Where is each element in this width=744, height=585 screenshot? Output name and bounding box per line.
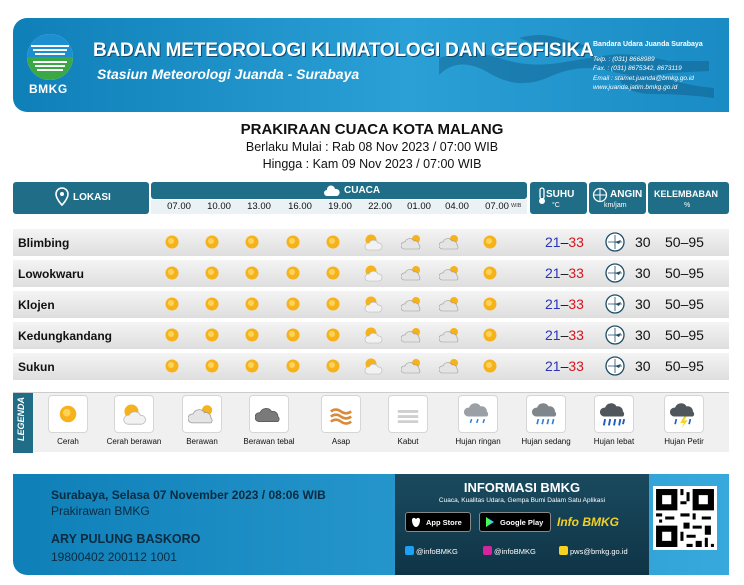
sunny-icon [201, 356, 223, 376]
app-store-badge[interactable] [405, 512, 471, 532]
cloudy-icon [439, 232, 461, 252]
sunny-icon [201, 325, 223, 345]
wind-speed: 30 [635, 296, 651, 312]
cloudy-icon [439, 356, 461, 376]
legend-item [649, 395, 719, 446]
legend-item [33, 395, 103, 446]
legend-item [443, 395, 513, 446]
wind-label: ANGIN [610, 189, 643, 200]
time-slot: 10.00 [207, 201, 231, 212]
valid-from: Berlaku Mulai : Rab 08 Nov 2023 / 07:00 WIB [245, 140, 499, 154]
contact-title: Bandara Udara Juanda Surabaya [593, 41, 703, 48]
legend [13, 392, 729, 452]
qr-code[interactable] [653, 486, 717, 550]
time-slot: 07.00 [485, 201, 509, 212]
wind-speed: 30 [635, 358, 651, 374]
contact-info [593, 40, 729, 93]
google-play-badge[interactable] [479, 512, 551, 532]
table-row [13, 291, 729, 318]
sunny-icon [241, 263, 263, 283]
moderate-rain-icon [532, 401, 560, 427]
sunny-icon [282, 294, 304, 314]
humidity-unit: % [684, 202, 691, 209]
temperature-label: SUHU [546, 189, 575, 200]
sunny-icon [322, 325, 344, 345]
humidity-value: 50–95 [665, 234, 704, 250]
temp-max: 33 [568, 296, 584, 312]
info-panel [395, 474, 649, 575]
temperature-header [530, 182, 587, 214]
legend-item [234, 395, 304, 446]
legend-icon-box [526, 395, 566, 433]
legend-item [373, 395, 443, 446]
forecaster-name: ARY PULUNG BASKORO [51, 532, 201, 546]
wind-icon [592, 187, 608, 203]
temp-min: 21 [545, 234, 561, 250]
humidity-value: 50–95 [665, 327, 704, 343]
legend-icon-box [114, 395, 154, 433]
legend-label: Kabut [397, 437, 419, 446]
app-store-label: App Store [426, 518, 462, 527]
footer [13, 474, 729, 575]
location-name: Klojen [18, 298, 55, 312]
time-row [151, 200, 527, 214]
sunny-icon [479, 232, 501, 252]
app-name: Info BMKG [557, 515, 619, 529]
sunny-icon [161, 325, 183, 345]
partly-cloudy-icon [120, 401, 148, 427]
legend-icon-box [594, 395, 634, 433]
partly-cloudy-icon [362, 325, 384, 345]
twitter-handle[interactable]: @infoBMKG [405, 546, 458, 556]
sunny-icon [322, 356, 344, 376]
legend-label: Cerah [57, 437, 79, 446]
time-slot: 01.00 [407, 201, 431, 212]
cloudy-icon [401, 294, 423, 314]
weather-header [151, 182, 527, 199]
temperature-range: 21–33 [545, 234, 584, 250]
humidity-value: 50–95 [665, 265, 704, 281]
legend-label: Cerah berawan [106, 437, 162, 446]
temp-min: 21 [545, 358, 561, 374]
instagram-icon [483, 546, 492, 555]
smoke-icon [327, 401, 355, 427]
cloud-icon [323, 185, 341, 197]
logo-text: BMKG [29, 82, 68, 96]
sunny-icon [201, 263, 223, 283]
heavy-rain-icon [600, 401, 628, 427]
cloudy-icon [401, 263, 423, 283]
header-banner [13, 18, 729, 112]
wind-direction-icon [605, 356, 625, 376]
cloudy-icon [439, 294, 461, 314]
wind-speed: 30 [635, 265, 651, 281]
fog-icon [394, 401, 422, 427]
temp-min: 21 [545, 327, 561, 343]
legend-icon-box [48, 395, 88, 433]
station-name: Stasiun Meteorologi Juanda - Surabaya [97, 66, 360, 82]
location-name: Sukun [18, 360, 55, 374]
cloudy-icon [188, 401, 216, 427]
legend-icon-box [249, 395, 289, 433]
legend-item [167, 395, 237, 446]
legend-icon-box [321, 395, 361, 433]
wind-speed: 30 [635, 327, 651, 343]
bmkg-logo [27, 34, 73, 80]
cloudy-icon [401, 232, 423, 252]
location-label: LOKASI [73, 192, 111, 203]
legend-item [511, 395, 581, 446]
legend-label: Hujan Petir [664, 437, 704, 446]
contact-email[interactable]: Email : stamet.juanda@bmkg.go.id [593, 74, 694, 82]
legend-tab [13, 393, 33, 453]
contact-fax: Fax. : (031) 8675342, 8673119 [593, 65, 682, 72]
location-header [13, 182, 149, 214]
cloudy-icon [439, 263, 461, 283]
google-play-label: Google Play [500, 518, 544, 527]
apple-icon [411, 516, 421, 528]
humidity-header [648, 182, 729, 214]
sunny-icon [322, 294, 344, 314]
sunny-icon [479, 263, 501, 283]
partly-cloudy-icon [362, 294, 384, 314]
contact-website[interactable]: www.juanda.jatim.bmkg.go.id [593, 84, 678, 91]
temp-min: 21 [545, 296, 561, 312]
legend-item [579, 395, 649, 446]
legend-label: Asap [331, 437, 351, 446]
wind-header [589, 182, 646, 214]
cloudy-icon [401, 325, 423, 345]
time-slot: 13.00 [247, 201, 271, 212]
partly-cloudy-icon [362, 232, 384, 252]
legend-label: Hujan lebat [593, 437, 635, 446]
sunny-icon [161, 263, 183, 283]
wind-direction-icon [605, 263, 625, 283]
temperature-range: 21–33 [545, 327, 584, 343]
time-slot: 22.00 [368, 201, 392, 212]
legend-title: LEGENDA [16, 396, 26, 441]
sunny-icon [161, 294, 183, 314]
temperature-range: 21–33 [545, 296, 584, 312]
wind-unit: km/jam [604, 202, 627, 209]
sunny-icon [241, 356, 263, 376]
email-icon [559, 546, 568, 555]
sunny-icon [479, 325, 501, 345]
sunny-icon [241, 294, 263, 314]
legend-label: Berawan tebal [243, 437, 295, 446]
temperature-range: 21–33 [545, 358, 584, 374]
sunny-icon [322, 263, 344, 283]
humidity-label: KELEMBABAN [654, 189, 718, 199]
wind-speed: 30 [635, 234, 651, 250]
sunny-icon [201, 232, 223, 252]
location-name: Blimbing [18, 236, 70, 250]
time-slot: 04.00 [445, 201, 469, 212]
temp-max: 33 [568, 234, 584, 250]
forecaster-nip: 19800402 200112 1001 [51, 550, 177, 564]
legend-icon-box [664, 395, 704, 433]
sunny-icon [161, 356, 183, 376]
google-play-icon [485, 516, 495, 528]
sunny-icon [161, 232, 183, 252]
contact-phone: Telp. : (031) 8668989 [593, 55, 655, 63]
temp-max: 33 [568, 327, 584, 343]
location-name: Kedungkandang [18, 329, 113, 343]
cloudy-icon [439, 325, 461, 345]
legend-item [99, 395, 169, 446]
cloudy-icon [401, 356, 423, 376]
humidity-value: 50–95 [665, 358, 704, 374]
location-name: Lowokwaru [18, 267, 85, 281]
sunny-icon [479, 294, 501, 314]
issue-datetime: Surabaya, Selasa 07 November 2023 / 08:06 WIB [51, 488, 326, 502]
legend-label: Berawan [186, 437, 218, 446]
wind-direction-icon [605, 232, 625, 252]
wind-direction-icon [605, 325, 625, 345]
wind-direction-icon [605, 294, 625, 314]
overcast-icon [255, 401, 283, 427]
legend-item [306, 395, 376, 446]
email-contact[interactable]: pws@bmkg.go.id [559, 546, 628, 556]
twitter-icon [405, 546, 414, 555]
forecaster-role: Prakirawan BMKG [51, 504, 150, 518]
legend-icon-box [182, 395, 222, 433]
temp-max: 33 [568, 358, 584, 374]
sunny-icon [282, 356, 304, 376]
forecast-title: PRAKIRAAN CUACA KOTA MALANG [240, 121, 504, 138]
temperature-range: 21–33 [545, 265, 584, 281]
temp-min: 21 [545, 265, 561, 281]
sunny-icon [241, 325, 263, 345]
table-row [13, 260, 729, 287]
humidity-value: 50–95 [665, 296, 704, 312]
info-title: INFORMASI BMKG [463, 480, 581, 495]
sunny-icon [54, 401, 82, 427]
table-row [13, 322, 729, 349]
sunny-icon [282, 325, 304, 345]
info-subtitle: Cuaca, Kualitas Udara, Gempa Bumi Dalam Satu Aplikasi [438, 497, 606, 504]
sunny-icon [322, 232, 344, 252]
time-slot: 16.00 [288, 201, 312, 212]
temperature-unit: °C [552, 202, 560, 209]
table-row [13, 229, 729, 256]
legend-icon-box [388, 395, 428, 433]
time-suffix: WIB [511, 203, 522, 209]
time-slot: 19.00 [328, 201, 352, 212]
partly-cloudy-icon [362, 263, 384, 283]
sunny-icon [241, 232, 263, 252]
time-slot: 07.00 [167, 201, 191, 212]
legend-label: Hujan ringan [455, 437, 501, 446]
partly-cloudy-icon [362, 356, 384, 376]
legend-label: Hujan sedang [521, 437, 571, 446]
weather-label: CUACA [344, 185, 381, 196]
legend-icon-box [458, 395, 498, 433]
sunny-icon [201, 294, 223, 314]
instagram-handle[interactable]: @infoBMKG [483, 546, 536, 556]
sunny-icon [282, 232, 304, 252]
org-name: BADAN METEOROLOGI KLIMATOLOGI DAN GEOFISIKA [93, 40, 594, 61]
sunny-icon [479, 356, 501, 376]
table-row [13, 353, 729, 380]
valid-to: Hingga : Kam 09 Nov 2023 / 07:00 WIB [262, 157, 482, 171]
thunderstorm-icon [670, 401, 698, 427]
location-pin-icon [54, 187, 70, 207]
temp-max: 33 [568, 265, 584, 281]
sunny-icon [282, 263, 304, 283]
light-rain-icon [464, 401, 492, 427]
